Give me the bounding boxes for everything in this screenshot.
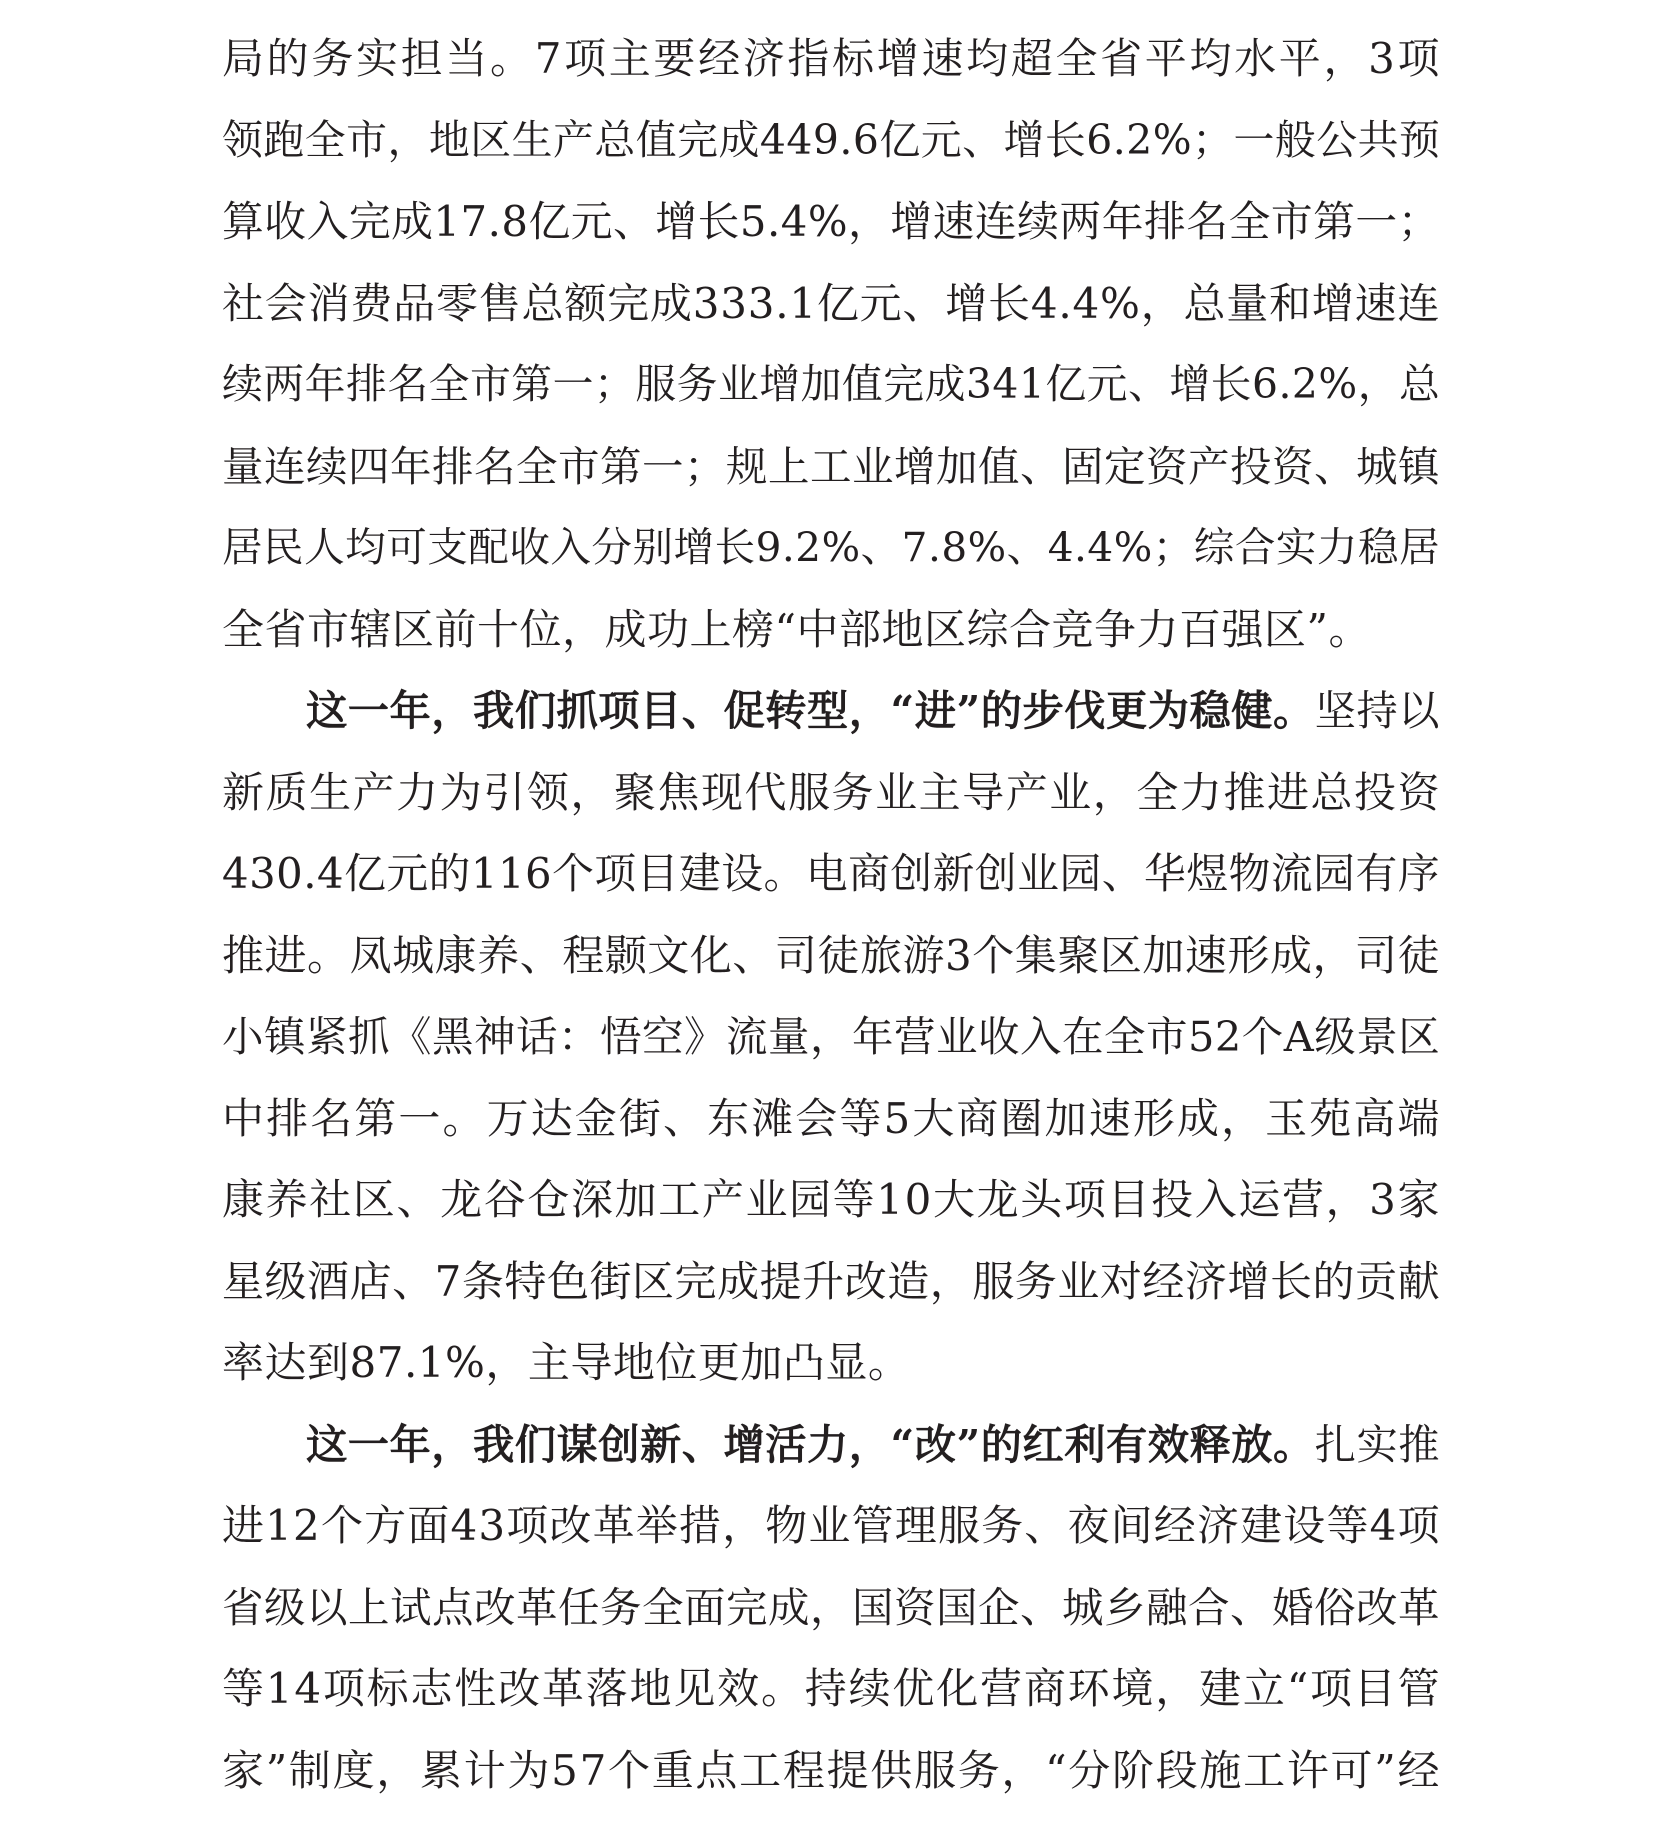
paragraph-reform-innovation	[222, 1404, 1440, 1812]
text-line: 等14项标志性改革落地见效。持续优化营商环境，建立“项目管	[222, 1664, 1442, 1713]
text-fragment: 坚持以	[1314, 687, 1440, 735]
document-body	[222, 18, 1443, 1811]
text-line: 中排名第一。万达金街、东滩会等5大商圈加速形成，玉苑高端	[222, 1093, 1442, 1143]
paragraph-lead-heading: 这一年，我们谋创新、增活力，“改”的红利有效释放。	[306, 1419, 1315, 1469]
text-line: 推进。凤城康养、程颢文化、司徒旅游3个集聚区加速形成，司徒	[222, 930, 1441, 980]
text-line: 领跑全市，地区生产总值完成449.6亿元、增长6.2%；一般公共预	[222, 115, 1441, 164]
text-line: 进12个方面43项改革举措，物业管理服务、夜间经济建设等4项	[222, 1501, 1441, 1550]
text-line	[222, 670, 1440, 752]
text-line	[222, 1404, 1440, 1486]
text-line: 续两年排名全市第一；服务业增加值完成341亿元、增长6.2%，总	[222, 360, 1441, 408]
text-line: 全省市辖区前十位，成功上榜“中部地区综合竞争力百强区”。	[222, 604, 1371, 654]
text-fragment: 扎实推	[1314, 1420, 1440, 1469]
text-line: 量连续四年排名全市第一；规上工业增加值、固定资产投资、城镇	[222, 441, 1441, 491]
text-line: 省级以上试点改革任务全面完成，国资国企、城乡融合、婚俗改革	[222, 1582, 1441, 1632]
text-line: 小镇紧抓《黑神话：悟空》流量，年营业收入在全市52个A级景区	[222, 1012, 1441, 1061]
text-line: 新质生产力为引领，聚焦现代服务业主导产业，全力推进总投资	[222, 767, 1442, 817]
text-line: 率达到87.1%，主导地位更加凸显。	[222, 1338, 911, 1387]
text-line: 居民人均可支配收入分别增长9.2%、7.8%、4.4%；综合实力稳居	[222, 523, 1441, 571]
text-line: 430.4亿元的116个项目建设。电商创新创业园、华煜物流园有序	[222, 849, 1440, 898]
text-line: 局的务实担当。7项主要经济指标增速均超全省平均水平，3项	[222, 34, 1443, 83]
text-line: 社会消费品零售总额完成333.1亿元、增长4.4%，总量和增速连	[222, 278, 1441, 328]
paragraph-lead-heading: 这一年，我们抓项目、促转型，“进”的步伐更为稳健。	[306, 686, 1315, 735]
paragraph-economic-indicators	[222, 18, 1443, 670]
text-line: 家”制度，累计为57个重点工程提供服务，“分阶段施工许可”经	[222, 1745, 1442, 1795]
text-line: 康养社区、龙谷仓深加工产业园等10大龙头项目投入运营，3家	[222, 1175, 1442, 1224]
paragraph-projects-transformation	[222, 670, 1440, 1404]
text-line: 算收入完成17.8亿元、增长5.4%，增速连续两年排名全市第一；	[222, 197, 1440, 246]
text-line: 星级酒店、7条特色街区完成提升改造，服务业对经济增长的贡献	[222, 1256, 1441, 1306]
